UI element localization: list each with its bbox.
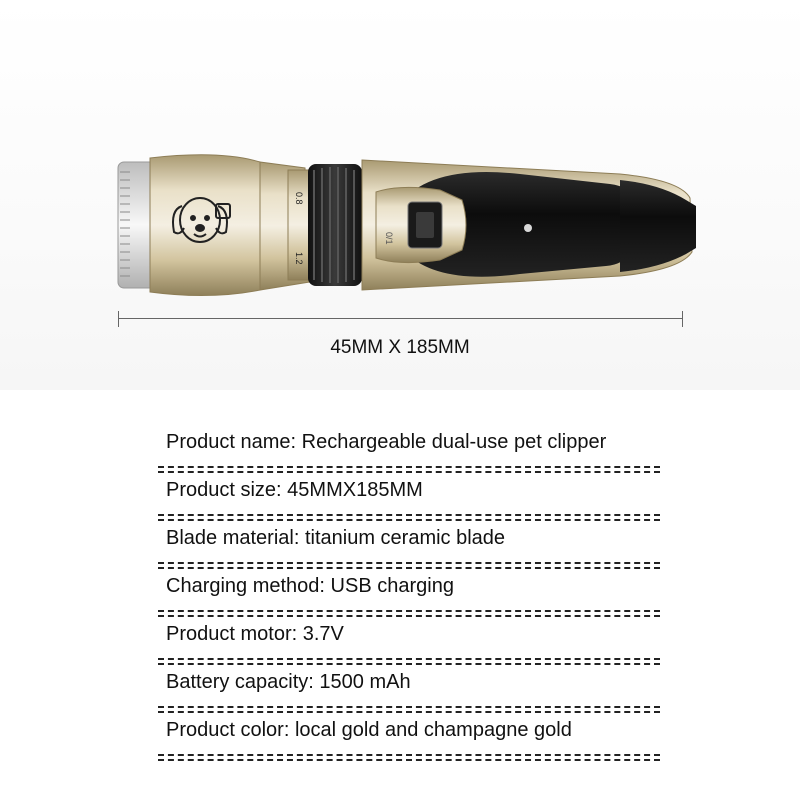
spec-row-charging-method (158, 564, 660, 612)
spec-row-product-color (158, 708, 660, 756)
spec-text: Battery capacity: 1500 mAh (166, 671, 411, 693)
dial-mark-bottom: 1.2 (294, 252, 304, 265)
spec-row-product-motor (158, 612, 660, 660)
spec-text: Blade material: titanium ceramic blade (166, 527, 506, 549)
spec-text: Product size: 45MMX185MM (166, 479, 423, 501)
spec-list (158, 420, 660, 756)
spec-text: Product motor: 3.7V (166, 623, 344, 645)
spec-row-product-name (158, 420, 660, 468)
indicator-light-icon (524, 224, 532, 232)
pet-clipper-illustration (100, 140, 700, 310)
spec-text: Product name: Rechargeable dual-use pet clipper (166, 431, 607, 453)
spec-row-battery-capacity (158, 660, 660, 708)
spec-text: Charging method: USB charging (166, 575, 454, 597)
spec-row-product-size (158, 468, 660, 516)
switch-mark: 0/1 (384, 232, 394, 245)
spec-row-blade-material (158, 516, 660, 564)
blade-adjustment-dial[interactable] (288, 164, 362, 286)
product-photo-area (0, 0, 800, 390)
dimension-label: 45MM X 185MM (330, 337, 470, 358)
dial-mark-top: 0.8 (294, 192, 304, 205)
dimension-line (118, 311, 683, 327)
spec-text: Product color: local gold and champagne gold (166, 719, 572, 741)
